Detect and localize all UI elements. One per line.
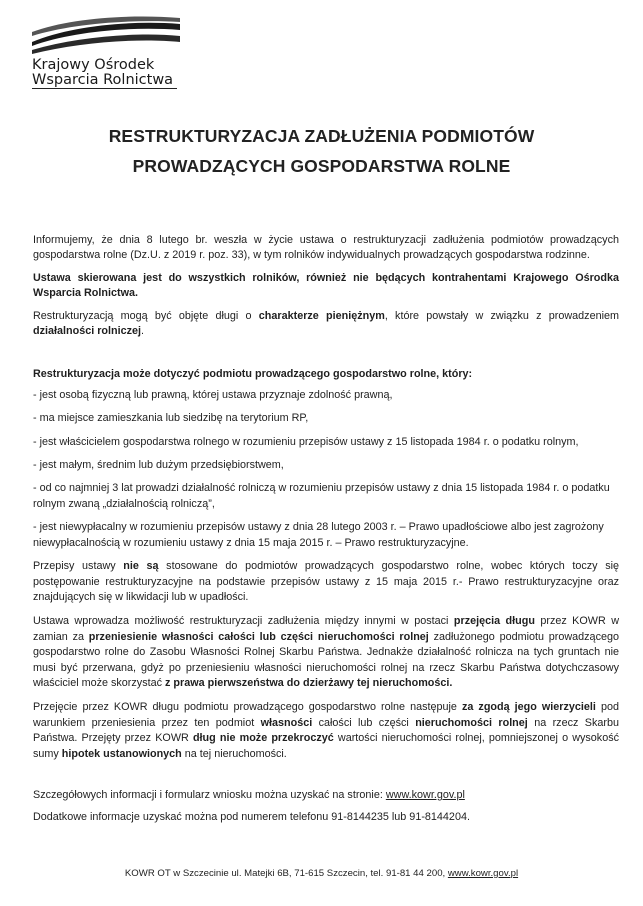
footer-website-link[interactable]: www.kowr.gov.pl — [447, 868, 519, 879]
takeover-paragraph: Ustawa wprowadza możliwość restrukturyzacji zadłużenia między innymi w postaci przejęcia długu przez KOWR w zamian za przeniesienie własności całości lub części nieruchomości rolnej zadłużonego podmiotu prowadzącego gospodarstwo rolne do Zasobu Własności Rolnej Skarbu Państwa. Jednakże działalność rolnicza na tych gruntach nie musi być przerwana, gdyż po przeniesieniu własności nieruchomości rolnej na rzecz Skarbu Państwa dotychczasowy właściciel może skorzystać z prawa pierwszeństwa do dzierżawy tej nieruchomości. — [33, 615, 619, 689]
phone-paragraph: Dodatkowe informacje uzyskać można pod numerem telefonu 91-8144235 lub 91-8144204. — [33, 811, 470, 824]
title-line-2: PROWADZĄCYCH GOSPODARSTWA ROLNE — [132, 156, 511, 176]
list-item: - jest niewypłacalny w rozumieniu przepisów ustawy z dnia 28 lutego 2003 r. – Prawo upadłościowe albo jest zagrożony niewypłacalnością w rozumieniu ustawy z dnia 15 maja 2015 r. – Prawo restrukturyzacyjne. — [33, 521, 604, 549]
exclusion-paragraph: Przepisy ustawy nie są stosowane do podmiotów prowadzących gospodarstwo rolne, wobec których toczy się postępowanie restrukturyzacyjne na podstawie przepisów ustawy z 15 maja 2015 r.- Prawo restrukturyzacyjne oraz znajdujących się w likwidacji lub w upadłości. — [33, 560, 619, 603]
list-item: - jest małym, średnim lub dużym przedsiębiorstwem, — [33, 459, 284, 472]
intro-paragraph: Informujemy, że dnia 8 lutego br. weszła w życie ustawa o restrukturyzacji zadłużenia podmiotów prowadzących gospodarstwa rolne (Dz.U. z 2019 r. poz. 33), w tym rolników indywidualnych prowadzących gospodarstwa rodzinne. — [33, 234, 619, 262]
footer-address: KOWR OT w Szczecinie ul. Matejki 6B, 71-615 Szczecin, tel. 91-81 44 200, www.kowr.gov.pl — [124, 868, 519, 879]
website-link[interactable]: www.kowr.gov.pl — [385, 788, 465, 801]
document-body — [33, 233, 619, 826]
footer — [0, 868, 643, 879]
list-item: - od co najmniej 3 lat prowadzi działalność rolniczą w rozumieniu przepisów ustawy z dnia 15 listopada 1984 r. o podatku rolnym zwaną „działalnością rolniczą”, — [33, 482, 610, 510]
document-title — [20, 121, 623, 181]
title-line-1: RESTRUKTURYZACJA ZADŁUŻENIA PODMIOTÓW — [108, 126, 535, 146]
logo-line-2: Wsparcia Rolnictwa — [32, 73, 177, 89]
debts-paragraph: Restrukturyzacją mogą być objęte długi o charakterze pieniężnym, które powstały w związku z prowadzeniem działalności rolniczej. — [33, 309, 619, 338]
list-item: - ma miejsce zamieszkania lub siedzibę na terytorium RP, — [33, 412, 309, 425]
kowr-logo — [30, 16, 190, 86]
list-item: - jest osobą fizyczną lub prawną, której ustawa przyznaje zdolność prawną, — [33, 388, 393, 401]
list-item: - jest właścicielem gospodarstwa rolnego w rozumieniu przepisów ustawy z 15 listopada 1984 r. o podatku rolnym, — [33, 435, 579, 448]
logo-waves-icon — [30, 16, 190, 58]
target-paragraph: Ustawa skierowana jest do wszystkich rolników, również nie będących kontrahentami Krajowego Ośrodka Wsparcia Rolnictwa. — [33, 271, 619, 300]
conditions-paragraph: Przejęcie przez KOWR długu podmiotu prowadzącego gospodarstwo rolne następuje za zgodą jego wierzycieli pod warunkiem przeniesienia przez ten podmiot własności całości lub części nieruchomości rolnej na rzecz Skarbu Państwa. Przejęty przez KOWR dług nie może przekroczyć wartości nieruchomości rolnej, pomniejszonej o wysokość sumy hipotek ustanowionych na tej nieruchomości. — [33, 701, 620, 760]
logo-line-1: Krajowy Ośrodek — [32, 57, 155, 73]
info-paragraph: Szczegółowych informacji i formularz wniosku można uzyskać na stronie: www.kowr.gov.pl — [33, 788, 465, 801]
list-heading: Restrukturyzacja może dotyczyć podmiotu prowadzącego gospodarstwo rolne, który: — [33, 368, 473, 381]
